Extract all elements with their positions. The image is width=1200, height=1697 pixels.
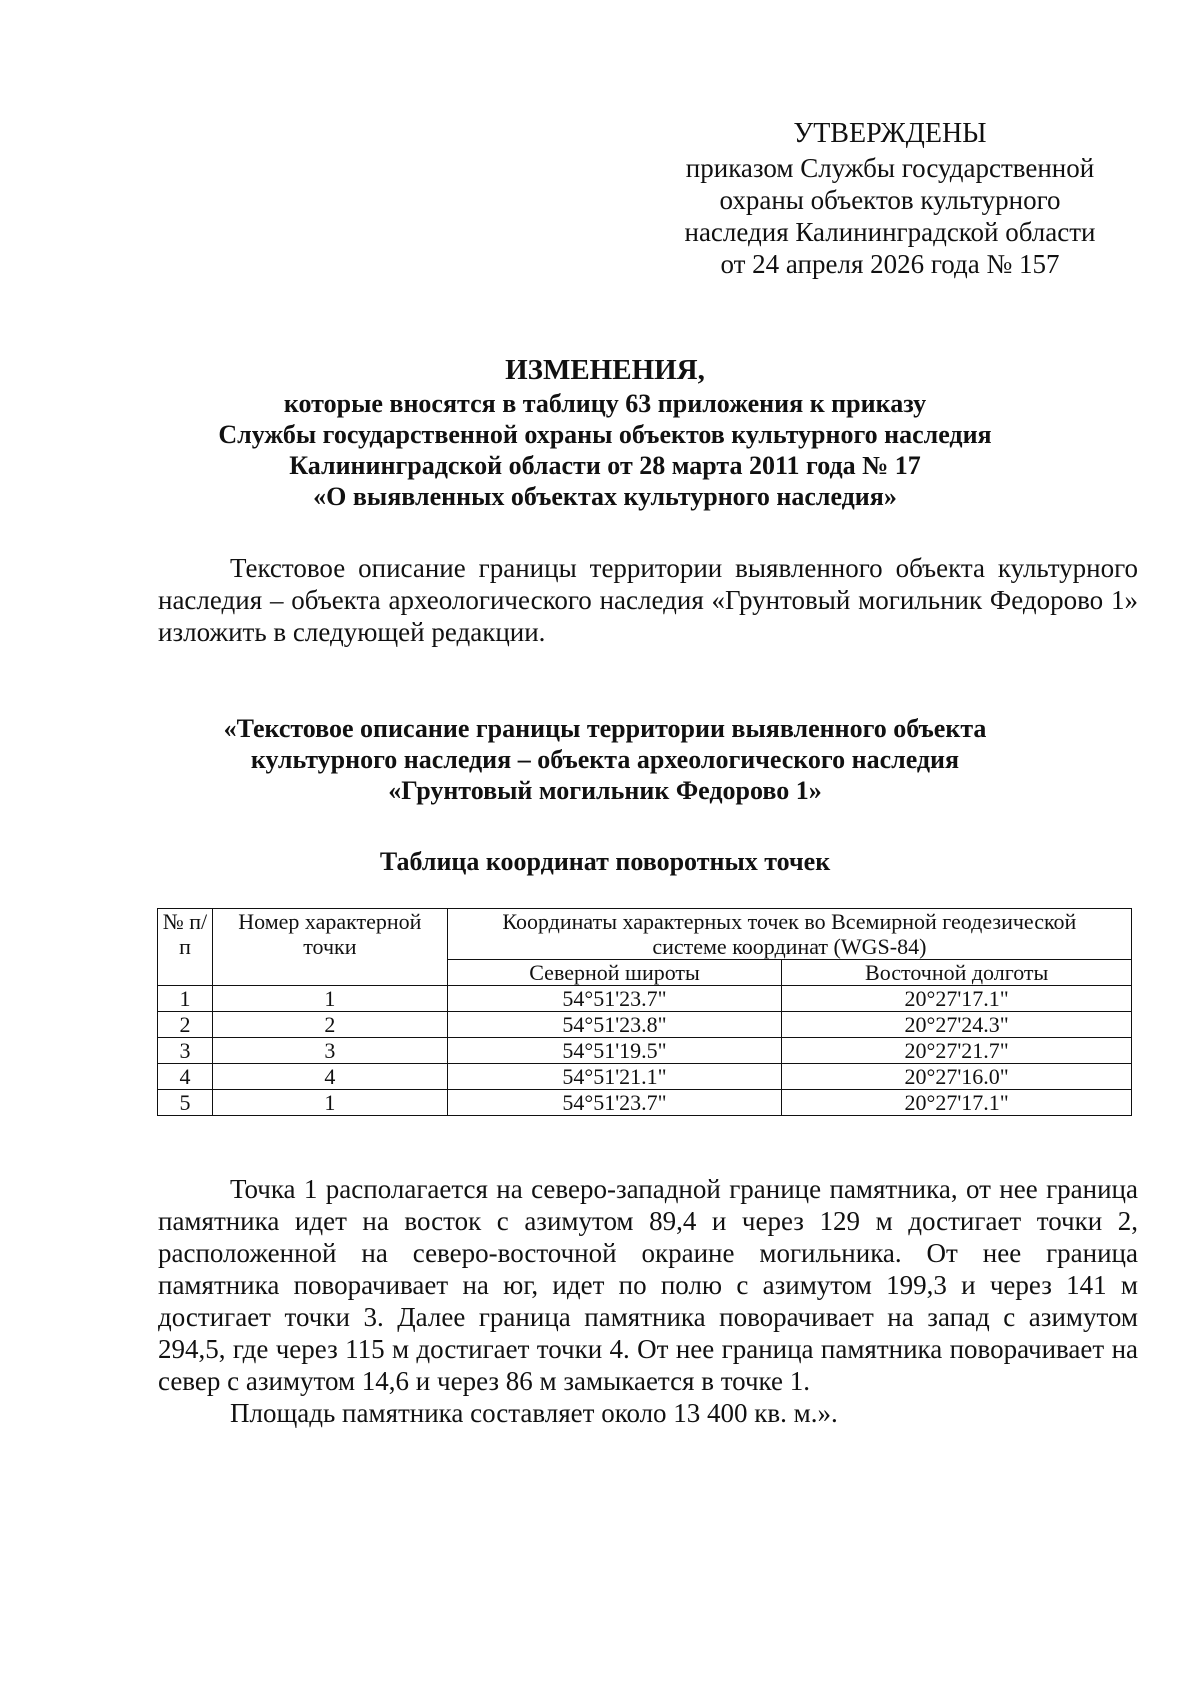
intro-paragraph: Текстовое описание границы территории выявленного объекта культурного наследия – объекта археологического наследия «Грунтовый могильник Федорово 1» изложить в следующей редакции. [158,553,1138,647]
description-paragraph: Точка 1 располагается на северо-западной границе памятника, от нее граница памятника идет на восток с азимутом 89,4 и через 129 м достигает точки 2, расположенной на северо-восточной окраине могильника. От нее граница памятника поворачивает на юг, идет по полю с азимутом 199,3 и через 141 м достигает точки 3. Далее граница памятника поворачивает на запад с азимутом 294,5, где через 115 м достигает точки 4. От нее граница памятника поворачивает на север с азимутом 14,6 и через 86 м замыкается в точке 1. [158,1174,1138,1396]
header-coords: Координаты характерных точек во Всемирной геодезической системе координат (WGS-84) [447,909,1131,960]
document-title: ИЗМЕНЕНИЯ, [505,354,705,386]
table-row [158,1064,1132,1090]
approval-line: наследия Калининградской области [684,217,1096,247]
cell-lat: 54°51'23.8" [447,1012,782,1038]
cell-lon: 20°27'21.7" [782,1038,1132,1064]
header-lat: Северной широты [447,960,782,986]
table-row [158,986,1132,1012]
approval-block [640,118,1140,280]
cell-point: 1 [212,1090,447,1116]
cell-point: 2 [212,1012,447,1038]
cell-point: 1 [212,986,447,1012]
cell-lat: 54°51'23.7" [447,1090,782,1116]
cell-point: 4 [212,1064,447,1090]
table-row [158,1038,1132,1064]
cell-num: 4 [158,1064,213,1090]
section-heading-line: культурного наследия – объекта археологического наследия [250,745,960,774]
section-heading-line: «Грунтовый могильник Федорово 1» [388,776,822,805]
cell-lat: 54°51'21.1" [447,1064,782,1090]
document-header [150,355,1060,512]
approval-line: от 24 апреля 2026 года № 157 [720,249,1060,279]
cell-num: 3 [158,1038,213,1064]
section-heading-line: «Текстовое описание границы территории выявленного объекта [223,714,987,743]
section-heading [150,713,1060,806]
table-title: Таблица координат поворотных точек [379,847,831,876]
header-line: Службы государственной охраны объектов культурного наследия [218,420,992,449]
cell-lat: 54°51'19.5" [447,1038,782,1064]
cell-lon: 20°27'17.1" [782,1090,1132,1116]
header-line: которые вносятся в таблицу 63 приложения к приказу [283,389,927,418]
approval-line: приказом Службы государственной [685,153,1095,183]
area-paragraph: Площадь памятника составляет около 13 400 кв. м.». [230,1398,838,1428]
boundary-description [158,1173,1138,1429]
header-line: «О выявленных объектах культурного наследия» [313,482,897,511]
table-row [158,1090,1132,1116]
approval-line: охраны объектов культурного [719,185,1061,215]
approval-title: УТВЕРЖДЕНЫ [793,118,987,149]
coordinates-table [157,908,1132,1116]
cell-num: 1 [158,986,213,1012]
header-num: № п/п [158,909,213,986]
cell-lat: 54°51'23.7" [447,986,782,1012]
cell-num: 5 [158,1090,213,1116]
table-row [158,1012,1132,1038]
header-lon: Восточной долготы [782,960,1132,986]
header-line: Калининградской области от 28 марта 2011 года № 17 [289,451,921,480]
cell-lon: 20°27'16.0" [782,1064,1132,1090]
cell-num: 2 [158,1012,213,1038]
header-point: Номер характерной точки [212,909,447,986]
cell-lon: 20°27'24.3" [782,1012,1132,1038]
cell-point: 3 [212,1038,447,1064]
cell-lon: 20°27'17.1" [782,986,1132,1012]
